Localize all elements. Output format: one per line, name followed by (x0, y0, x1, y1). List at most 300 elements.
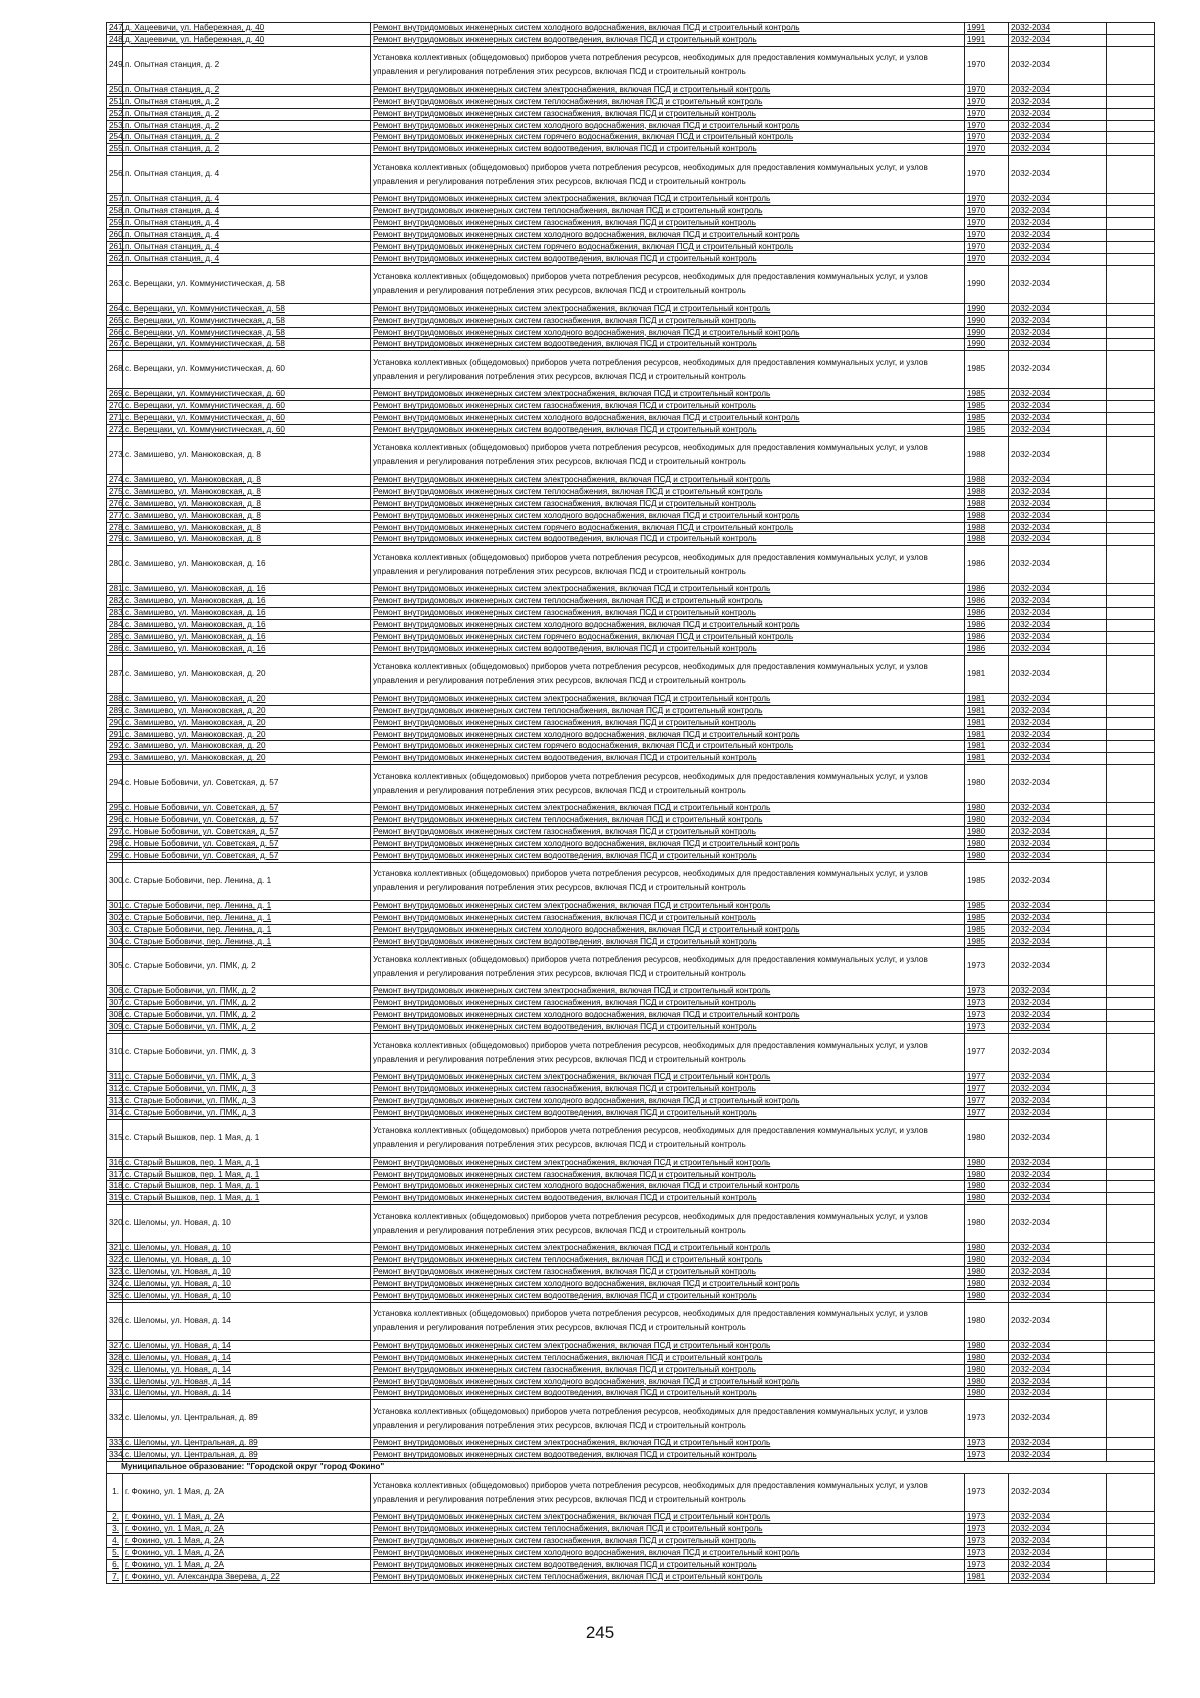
row-period: 2032-2034 (1009, 194, 1107, 206)
row-work-type: Ремонт внутридомовых инженерных систем теплоснабжения, включая ПСД и строительный контроль (371, 206, 965, 218)
row-address: с. Верещаки, ул. Коммунистическая, д. 60 (123, 389, 371, 401)
row-period: 2032-2034 (1009, 948, 1107, 986)
row-work-type: Ремонт внутридомовых инженерных систем водоотведения, включая ПСД и строительный контроль (371, 936, 965, 948)
row-period: 2032-2034 (1009, 1352, 1107, 1364)
row-year: 1980 (965, 1157, 1009, 1169)
row-work-type: Ремонт внутридомовых инженерных систем водоотведения, включая ПСД и строительный контроль (371, 1450, 965, 1462)
row-address: с. Замишево, ул. Манюковская, д. 20 (123, 753, 371, 765)
row-work-type: Ремонт внутридомовых инженерных систем электроснабжения, включая ПСД и строительный контроль (371, 900, 965, 912)
table-row (107, 96, 1155, 108)
row-year: 1980 (965, 803, 1009, 815)
table-row (107, 948, 1155, 986)
row-empty (1107, 253, 1155, 265)
row-year: 1980 (965, 1388, 1009, 1400)
row-empty (1107, 522, 1155, 534)
table-row (107, 643, 1155, 655)
table-row (107, 303, 1155, 315)
table-row (107, 838, 1155, 850)
row-period: 2032-2034 (1009, 23, 1107, 35)
row-work-type: Ремонт внутридомовых инженерных систем водоотведения, включая ПСД и строительный контроль (371, 643, 965, 655)
row-work-type: Ремонт внутридомовых инженерных систем водоотведения, включая ПСД и строительный контроль (371, 339, 965, 351)
row-period: 2032-2034 (1009, 1193, 1107, 1205)
row-address: с. Шеломы, ул. Новая, д. 14 (123, 1388, 371, 1400)
row-number: 332. (107, 1400, 123, 1438)
row-year: 1980 (965, 815, 1009, 827)
row-number: 2. (107, 1512, 123, 1524)
row-address: п. Опытная станция, д. 4 (123, 206, 371, 218)
table-row (107, 522, 1155, 534)
row-number: 286. (107, 643, 123, 655)
row-work-type: Ремонт внутридомовых инженерных систем холодного водоснабжения, включая ПСД и строительный контроль (371, 924, 965, 936)
row-empty (1107, 1072, 1155, 1084)
table-row (107, 265, 1155, 303)
table-row (107, 46, 1155, 84)
row-address: п. Опытная станция, д. 4 (123, 218, 371, 230)
table-row (107, 1438, 1155, 1450)
row-year: 1990 (965, 339, 1009, 351)
row-work-type: Ремонт внутридомовых инженерных систем теплоснабжения, включая ПСД и строительный контроль (371, 486, 965, 498)
row-period: 2032-2034 (1009, 741, 1107, 753)
row-period: 2032-2034 (1009, 1364, 1107, 1376)
table-row (107, 132, 1155, 144)
row-year: 1980 (965, 1302, 1009, 1340)
row-number: 324. (107, 1279, 123, 1291)
row-number: 288. (107, 693, 123, 705)
row-empty (1107, 1450, 1155, 1462)
row-period: 2032-2034 (1009, 827, 1107, 839)
row-year: 1990 (965, 303, 1009, 315)
row-work-type: Ремонт внутридомовых инженерных систем водоотведения, включая ПСД и строительный контроль (371, 1193, 965, 1205)
row-year: 1981 (965, 729, 1009, 741)
row-number: 3. (107, 1523, 123, 1535)
row-empty (1107, 1095, 1155, 1107)
row-number: 5. (107, 1547, 123, 1559)
row-work-type: Ремонт внутридомовых инженерных систем горячего водоснабжения, включая ПСД и строительный контроль (371, 741, 965, 753)
row-work-type: Ремонт внутридомовых инженерных систем газоснабжения, включая ПСД и строительный контроль (371, 1267, 965, 1279)
row-work-type: Установка коллективных (общедомовых) приборов учета потребления ресурсов, необходимых для предоставления коммунальных услуг, и узлов управления и регулирования потребления этих ресурсов, включая ПСД и строительный контроль (371, 655, 965, 693)
table-row (107, 1119, 1155, 1157)
row-year: 1985 (965, 425, 1009, 437)
row-number: 277. (107, 510, 123, 522)
row-period: 2032-2034 (1009, 229, 1107, 241)
row-number: 319. (107, 1193, 123, 1205)
row-address: п. Опытная станция, д. 4 (123, 229, 371, 241)
row-number: 293. (107, 753, 123, 765)
table-row (107, 1193, 1155, 1205)
row-number: 257. (107, 194, 123, 206)
row-year: 1980 (965, 1340, 1009, 1352)
row-number: 260. (107, 229, 123, 241)
row-number: 274. (107, 474, 123, 486)
row-work-type: Ремонт внутридомовых инженерных систем водоотведения, включая ПСД и строительный контроль (371, 850, 965, 862)
row-work-type: Ремонт внутридомовых инженерных систем теплоснабжения, включая ПСД и строительный контроль (371, 1352, 965, 1364)
row-empty (1107, 401, 1155, 413)
table-row (107, 1243, 1155, 1255)
row-empty (1107, 144, 1155, 156)
row-period: 2032-2034 (1009, 1205, 1107, 1243)
row-address: с. Верещаки, ул. Коммунистическая, д. 58 (123, 327, 371, 339)
row-year: 1988 (965, 486, 1009, 498)
row-period: 2032-2034 (1009, 1535, 1107, 1547)
row-year: 1980 (965, 850, 1009, 862)
row-empty (1107, 486, 1155, 498)
row-empty (1107, 717, 1155, 729)
row-number: 271. (107, 413, 123, 425)
row-period: 2032-2034 (1009, 351, 1107, 389)
row-number: 328. (107, 1352, 123, 1364)
row-empty (1107, 194, 1155, 206)
row-address: с. Замишево, ул. Манюковская, д. 16 (123, 620, 371, 632)
row-number: 283. (107, 608, 123, 620)
row-empty (1107, 389, 1155, 401)
row-year: 1970 (965, 96, 1009, 108)
row-address: с. Новые Бобовичи, ул. Советская, д. 57 (123, 803, 371, 815)
row-address: с. Старые Бобовичи, ул. ПМК, д. 2 (123, 1010, 371, 1022)
row-address: с. Замишево, ул. Манюковская, д. 8 (123, 436, 371, 474)
row-period: 2032-2034 (1009, 1512, 1107, 1524)
row-number: 275. (107, 486, 123, 498)
row-year: 1970 (965, 218, 1009, 230)
row-empty (1107, 413, 1155, 425)
row-year: 1980 (965, 1243, 1009, 1255)
row-empty (1107, 1181, 1155, 1193)
row-period: 2032-2034 (1009, 498, 1107, 510)
row-period: 2032-2034 (1009, 1083, 1107, 1095)
row-period: 2032-2034 (1009, 534, 1107, 546)
table-row (107, 1205, 1155, 1243)
row-year: 1980 (965, 1193, 1009, 1205)
row-empty (1107, 327, 1155, 339)
table-row (107, 23, 1155, 35)
row-year: 1970 (965, 108, 1009, 120)
row-work-type: Ремонт внутридомовых инженерных систем теплоснабжения, включая ПСД и строительный контроль (371, 1523, 965, 1535)
row-number: 302. (107, 912, 123, 924)
row-year: 1970 (965, 241, 1009, 253)
row-empty (1107, 1571, 1155, 1583)
row-period: 2032-2034 (1009, 1302, 1107, 1340)
row-year: 1973 (965, 1474, 1009, 1512)
row-period: 2032-2034 (1009, 1181, 1107, 1193)
row-empty (1107, 315, 1155, 327)
row-work-type: Ремонт внутридомовых инженерных систем газоснабжения, включая ПСД и строительный контроль (371, 1535, 965, 1547)
row-period: 2032-2034 (1009, 850, 1107, 862)
row-year: 1986 (965, 608, 1009, 620)
row-period: 2032-2034 (1009, 862, 1107, 900)
row-period: 2032-2034 (1009, 1010, 1107, 1022)
row-work-type: Ремонт внутридомовых инженерных систем водоотведения, включая ПСД и строительный контроль (371, 34, 965, 46)
row-work-type: Установка коллективных (общедомовых) приборов учета потребления ресурсов, необходимых для предоставления коммунальных услуг, и узлов управления и регулирования потребления этих ресурсов, включая ПСД и строительный контроль (371, 1474, 965, 1512)
row-empty (1107, 1169, 1155, 1181)
row-period: 2032-2034 (1009, 900, 1107, 912)
row-address: с. Верещаки, ул. Коммунистическая, д. 60 (123, 413, 371, 425)
row-address: п. Опытная станция, д. 2 (123, 96, 371, 108)
row-number: 321. (107, 1243, 123, 1255)
row-work-type: Ремонт внутридомовых инженерных систем холодного водоснабжения, включая ПСД и строительный контроль (371, 1010, 965, 1022)
row-address: с. Верещаки, ул. Коммунистическая, д. 60 (123, 401, 371, 413)
row-period: 2032-2034 (1009, 1438, 1107, 1450)
row-number: 1. (107, 1474, 123, 1512)
row-empty (1107, 620, 1155, 632)
row-number: 317. (107, 1169, 123, 1181)
row-year: 1980 (965, 1119, 1009, 1157)
row-address: с. Замишево, ул. Манюковская, д. 20 (123, 741, 371, 753)
row-period: 2032-2034 (1009, 339, 1107, 351)
row-address: с. Верещаки, ул. Коммунистическая, д. 58 (123, 303, 371, 315)
row-empty (1107, 436, 1155, 474)
row-number: 280. (107, 546, 123, 584)
row-empty (1107, 1400, 1155, 1438)
row-period: 2032-2034 (1009, 1340, 1107, 1352)
row-work-type: Установка коллективных (общедомовых) приборов учета потребления ресурсов, необходимых для предоставления коммунальных услуг, и узлов управления и регулирования потребления этих ресурсов, включая ПСД и строительный контроль (371, 1302, 965, 1340)
row-period: 2032-2034 (1009, 986, 1107, 998)
row-number: 297. (107, 827, 123, 839)
row-address: п. Опытная станция, д. 2 (123, 144, 371, 156)
row-number: 314. (107, 1107, 123, 1119)
row-year: 1973 (965, 1512, 1009, 1524)
row-year: 1988 (965, 474, 1009, 486)
row-address: с. Старые Бобовичи, пер. Ленина, д. 1 (123, 900, 371, 912)
row-period: 2032-2034 (1009, 912, 1107, 924)
row-year: 1986 (965, 632, 1009, 644)
row-empty (1107, 998, 1155, 1010)
row-number: 299. (107, 850, 123, 862)
row-year: 1981 (965, 655, 1009, 693)
row-period: 2032-2034 (1009, 655, 1107, 693)
row-empty (1107, 729, 1155, 741)
row-empty (1107, 741, 1155, 753)
row-year: 1985 (965, 389, 1009, 401)
row-number: 250. (107, 84, 123, 96)
row-empty (1107, 1267, 1155, 1279)
row-period: 2032-2034 (1009, 1022, 1107, 1034)
row-address: г. Фокино, ул. 1 Мая, д. 2А (123, 1474, 371, 1512)
row-work-type: Установка коллективных (общедомовых) приборов учета потребления ресурсов, необходимых для предоставления коммунальных услуг, и узлов управления и регулирования потребления этих ресурсов, включая ПСД и строительный контроль (371, 265, 965, 303)
table-row (107, 900, 1155, 912)
row-period: 2032-2034 (1009, 729, 1107, 741)
row-number: 312. (107, 1083, 123, 1095)
row-address: п. Опытная станция, д. 2 (123, 46, 371, 84)
row-number: 325. (107, 1290, 123, 1302)
table-row (107, 705, 1155, 717)
row-period: 2032-2034 (1009, 253, 1107, 265)
row-address: с. Шеломы, ул. Новая, д. 10 (123, 1243, 371, 1255)
table-row (107, 120, 1155, 132)
row-work-type: Ремонт внутридомовых инженерных систем электроснабжения, включая ПСД и строительный контроль (371, 1438, 965, 1450)
row-period: 2032-2034 (1009, 546, 1107, 584)
row-number: 311. (107, 1072, 123, 1084)
row-address: с. Шеломы, ул. Новая, д. 14 (123, 1364, 371, 1376)
row-year: 1970 (965, 120, 1009, 132)
row-empty (1107, 96, 1155, 108)
table-row (107, 1095, 1155, 1107)
row-work-type: Установка коллективных (общедомовых) приборов учета потребления ресурсов, необходимых для предоставления коммунальных услуг, и узлов управления и регулирования потребления этих ресурсов, включая ПСД и строительный контроль (371, 351, 965, 389)
row-number: 309. (107, 1022, 123, 1034)
row-address: с. Верещаки, ул. Коммунистическая, д. 60 (123, 351, 371, 389)
row-empty (1107, 265, 1155, 303)
row-address: с. Шеломы, ул. Центральная, д. 89 (123, 1438, 371, 1450)
row-period: 2032-2034 (1009, 425, 1107, 437)
table-row (107, 401, 1155, 413)
row-work-type: Ремонт внутридомовых инженерных систем водоотведения, включая ПСД и строительный контроль (371, 534, 965, 546)
row-empty (1107, 498, 1155, 510)
row-number: 259. (107, 218, 123, 230)
row-period: 2032-2034 (1009, 1388, 1107, 1400)
table-row (107, 351, 1155, 389)
row-period: 2032-2034 (1009, 303, 1107, 315)
row-work-type: Ремонт внутридомовых инженерных систем горячего водоснабжения, включая ПСД и строительный контроль (371, 132, 965, 144)
row-year: 1991 (965, 23, 1009, 35)
row-work-type: Ремонт внутридомовых инженерных систем электроснабжения, включая ПСД и строительный контроль (371, 1072, 965, 1084)
row-address: с. Замишево, ул. Манюковская, д. 8 (123, 486, 371, 498)
row-period: 2032-2034 (1009, 803, 1107, 815)
row-year: 1970 (965, 144, 1009, 156)
row-period: 2032-2034 (1009, 401, 1107, 413)
row-number: 330. (107, 1376, 123, 1388)
table-row (107, 1547, 1155, 1559)
row-work-type: Ремонт внутридомовых инженерных систем водоотведения, включая ПСД и строительный контроль (371, 1107, 965, 1119)
row-work-type: Ремонт внутридомовых инженерных систем водоотведения, включая ПСД и строительный контроль (371, 253, 965, 265)
row-empty (1107, 218, 1155, 230)
row-address: п. Опытная станция, д. 4 (123, 156, 371, 194)
row-empty (1107, 120, 1155, 132)
table-row (107, 815, 1155, 827)
row-address: с. Шеломы, ул. Новая, д. 10 (123, 1279, 371, 1291)
row-year: 1977 (965, 1095, 1009, 1107)
row-address: с. Замишево, ул. Манюковская, д. 16 (123, 546, 371, 584)
row-period: 2032-2034 (1009, 156, 1107, 194)
table-row (107, 1157, 1155, 1169)
row-work-type: Установка коллективных (общедомовых) приборов учета потребления ресурсов, необходимых для предоставления коммунальных услуг, и узлов управления и регулирования потребления этих ресурсов, включая ПСД и строительный контроль (371, 436, 965, 474)
table-row (107, 1181, 1155, 1193)
table-row (107, 1107, 1155, 1119)
row-empty (1107, 705, 1155, 717)
table-row (107, 936, 1155, 948)
row-work-type: Ремонт внутридомовых инженерных систем электроснабжения, включая ПСД и строительный контроль (371, 693, 965, 705)
row-empty (1107, 229, 1155, 241)
row-work-type: Установка коллективных (общедомовых) приборов учета потребления ресурсов, необходимых для предоставления коммунальных услуг, и узлов управления и регулирования потребления этих ресурсов, включая ПСД и строительный контроль (371, 948, 965, 986)
row-empty (1107, 584, 1155, 596)
row-address: с. Шеломы, ул. Центральная, д. 89 (123, 1450, 371, 1462)
row-period: 2032-2034 (1009, 1290, 1107, 1302)
row-empty (1107, 46, 1155, 84)
row-period: 2032-2034 (1009, 486, 1107, 498)
row-period: 2032-2034 (1009, 120, 1107, 132)
row-address: с. Шеломы, ул. Новая, д. 10 (123, 1255, 371, 1267)
row-year: 1973 (965, 1400, 1009, 1438)
table-row (107, 156, 1155, 194)
row-period: 2032-2034 (1009, 1119, 1107, 1157)
row-empty (1107, 900, 1155, 912)
row-address: г. Фокино, ул. 1 Мая, д. 2А (123, 1512, 371, 1524)
row-year: 1977 (965, 1107, 1009, 1119)
row-address: с. Замишево, ул. Манюковская, д. 8 (123, 498, 371, 510)
row-period: 2032-2034 (1009, 632, 1107, 644)
row-work-type: Установка коллективных (общедомовых) приборов учета потребления ресурсов, необходимых для предоставления коммунальных услуг, и узлов управления и регулирования потребления этих ресурсов, включая ПСД и строительный контроль (371, 1119, 965, 1157)
row-empty (1107, 1243, 1155, 1255)
row-period: 2032-2034 (1009, 413, 1107, 425)
table-row (107, 1169, 1155, 1181)
row-number: 322. (107, 1255, 123, 1267)
row-address: п. Опытная станция, д. 4 (123, 194, 371, 206)
row-empty (1107, 765, 1155, 803)
row-period: 2032-2034 (1009, 327, 1107, 339)
row-work-type: Ремонт внутридомовых инженерных систем горячего водоснабжения, включая ПСД и строительный контроль (371, 241, 965, 253)
row-period: 2032-2034 (1009, 1169, 1107, 1181)
table-row (107, 1376, 1155, 1388)
table-row (107, 510, 1155, 522)
row-year: 1985 (965, 900, 1009, 912)
table-row (107, 620, 1155, 632)
row-address: с. Замишево, ул. Манюковская, д. 20 (123, 705, 371, 717)
table-row (107, 1279, 1155, 1291)
row-year: 1973 (965, 1450, 1009, 1462)
row-address: с. Старый Вышков, пер. 1 Мая, д. 1 (123, 1119, 371, 1157)
table-row (107, 729, 1155, 741)
row-period: 2032-2034 (1009, 1523, 1107, 1535)
row-address: с. Шеломы, ул. Новая, д. 10 (123, 1290, 371, 1302)
row-number: 298. (107, 838, 123, 850)
row-work-type: Ремонт внутридомовых инженерных систем холодного водоснабжения, включая ПСД и строительный контроль (371, 1279, 965, 1291)
row-work-type: Ремонт внутридомовых инженерных систем газоснабжения, включая ПСД и строительный контроль (371, 717, 965, 729)
row-number: 255. (107, 144, 123, 156)
row-year: 1986 (965, 643, 1009, 655)
row-empty (1107, 1157, 1155, 1169)
table-row (107, 315, 1155, 327)
row-year: 1981 (965, 717, 1009, 729)
row-empty (1107, 753, 1155, 765)
table-row (107, 596, 1155, 608)
row-period: 2032-2034 (1009, 620, 1107, 632)
row-number: 295. (107, 803, 123, 815)
table-row (107, 1364, 1155, 1376)
row-number: 278. (107, 522, 123, 534)
row-work-type: Ремонт внутридомовых инженерных систем электроснабжения, включая ПСД и строительный контроль (371, 1243, 965, 1255)
row-work-type: Установка коллективных (общедомовых) приборов учета потребления ресурсов, необходимых для предоставления коммунальных услуг, и узлов управления и регулирования потребления этих ресурсов, включая ПСД и строительный контроль (371, 156, 965, 194)
row-empty (1107, 303, 1155, 315)
row-empty (1107, 936, 1155, 948)
table-row (107, 1255, 1155, 1267)
row-number: 316. (107, 1157, 123, 1169)
row-number: 279. (107, 534, 123, 546)
row-number: 253. (107, 120, 123, 132)
row-number: 315. (107, 1119, 123, 1157)
row-year: 1980 (965, 1181, 1009, 1193)
row-year: 1973 (965, 998, 1009, 1010)
row-year: 1985 (965, 924, 1009, 936)
row-empty (1107, 815, 1155, 827)
table-row (107, 474, 1155, 486)
row-empty (1107, 838, 1155, 850)
row-empty (1107, 23, 1155, 35)
row-number: 6. (107, 1559, 123, 1571)
row-address: с. Старый Вышков, пер. 1 Мая, д. 1 (123, 1169, 371, 1181)
row-empty (1107, 1302, 1155, 1340)
row-address: с. Замишево, ул. Манюковская, д. 20 (123, 729, 371, 741)
row-period: 2032-2034 (1009, 765, 1107, 803)
row-number: 282. (107, 596, 123, 608)
row-number: 310. (107, 1034, 123, 1072)
row-period: 2032-2034 (1009, 96, 1107, 108)
row-number: 333. (107, 1438, 123, 1450)
row-period: 2032-2034 (1009, 717, 1107, 729)
row-empty (1107, 986, 1155, 998)
table-row (107, 998, 1155, 1010)
row-work-type: Ремонт внутридомовых инженерных систем водоотведения, включая ПСД и строительный контроль (371, 425, 965, 437)
table-row (107, 717, 1155, 729)
row-address: г. Фокино, ул. 1 Мая, д. 2А (123, 1523, 371, 1535)
row-work-type: Ремонт внутридомовых инженерных систем газоснабжения, включая ПСД и строительный контроль (371, 912, 965, 924)
row-period: 2032-2034 (1009, 241, 1107, 253)
